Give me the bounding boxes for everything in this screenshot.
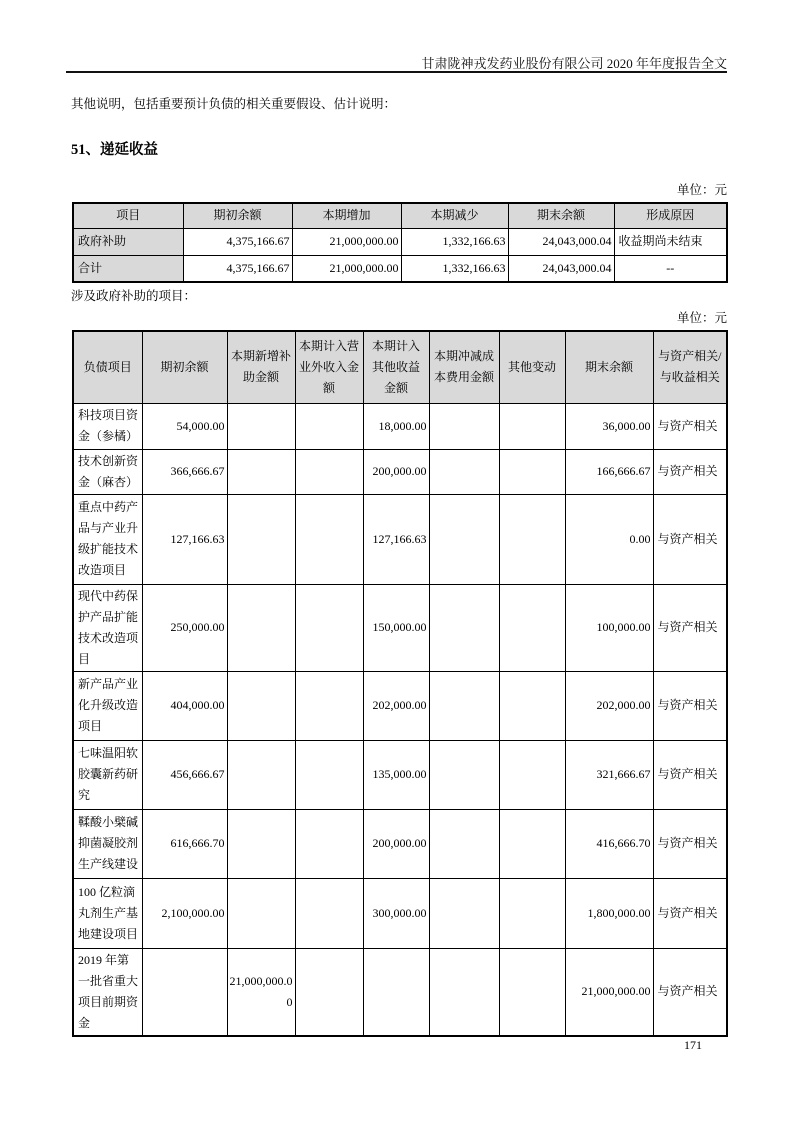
table-cell xyxy=(363,948,429,1036)
table-cell xyxy=(429,584,499,671)
table-row xyxy=(73,255,727,282)
table-cell: 416,666.70 xyxy=(565,809,653,878)
table-row xyxy=(73,584,727,671)
unit-label-2: 单位：元 xyxy=(676,311,727,325)
page-number: 171 xyxy=(684,1038,702,1052)
header-cell: 形成原因 xyxy=(614,203,727,228)
table-cell xyxy=(227,809,295,878)
table-cell xyxy=(499,740,565,809)
table-cell: 2019 年第一批省重大项目前期资金 xyxy=(73,948,142,1036)
section-title-deferred-income: 51、递延收益 xyxy=(71,142,158,158)
table-header-row xyxy=(73,331,727,403)
table-cell: -- xyxy=(614,255,727,282)
table-cell: 现代中药保护产品扩能技术改造项目 xyxy=(73,584,142,671)
table-cell xyxy=(499,671,565,740)
header-divider xyxy=(66,71,727,73)
deferred-income-table-container xyxy=(72,202,728,283)
header-cell: 本期增加 xyxy=(292,203,401,228)
table-cell: 456,666.67 xyxy=(142,740,227,809)
table-cell xyxy=(429,948,499,1036)
table-cell xyxy=(227,494,295,584)
header-cell: 本期新增补助金额 xyxy=(227,331,295,403)
table-cell: 0.00 xyxy=(565,494,653,584)
table-cell: 科技项目资金（参橘） xyxy=(73,403,142,449)
table-cell: 24,043,000.04 xyxy=(508,255,614,282)
header-cell: 负债项目 xyxy=(73,331,142,403)
table-cell: 150,000.00 xyxy=(363,584,429,671)
table-cell xyxy=(142,948,227,1036)
table-cell xyxy=(429,809,499,878)
table-cell: 100 亿粒滴丸剂生产基地建设项目 xyxy=(73,878,142,948)
table-cell: 4,375,166.67 xyxy=(183,228,292,255)
table-cell xyxy=(499,449,565,494)
table-cell xyxy=(295,584,363,671)
table-cell: 重点中药产品与产业升级扩能技术改造项目 xyxy=(73,494,142,584)
table-cell: 与资产相关 xyxy=(653,449,727,494)
table-cell xyxy=(227,449,295,494)
table-cell: 250,000.00 xyxy=(142,584,227,671)
table-cell: 与资产相关 xyxy=(653,948,727,1036)
table-cell xyxy=(499,403,565,449)
table-cell: 127,166.63 xyxy=(363,494,429,584)
table-row xyxy=(73,494,727,584)
table-cell xyxy=(429,494,499,584)
table-cell xyxy=(295,494,363,584)
table-cell: 200,000.00 xyxy=(363,809,429,878)
table-cell: 与资产相关 xyxy=(653,494,727,584)
header-cell: 期初余额 xyxy=(142,331,227,403)
table-cell xyxy=(295,809,363,878)
table-cell: 321,666.67 xyxy=(565,740,653,809)
table-cell xyxy=(227,671,295,740)
deferred-income-table xyxy=(72,202,728,283)
table-cell xyxy=(429,403,499,449)
table-cell: 21,000,000.00 xyxy=(565,948,653,1036)
subsidy-items-caption: 涉及政府补助的项目： xyxy=(71,289,197,303)
table-cell: 200,000.00 xyxy=(363,449,429,494)
table-cell xyxy=(499,809,565,878)
table-cell xyxy=(295,449,363,494)
table-cell: 300,000.00 xyxy=(363,878,429,948)
table-cell xyxy=(295,671,363,740)
table-row xyxy=(73,403,727,449)
other-notes-paragraph: 其他说明，包括重要预计负债的相关重要假设、估计说明： xyxy=(71,97,397,111)
table-cell xyxy=(295,878,363,948)
unit-label-1: 单位：元 xyxy=(676,183,727,197)
table-header-row xyxy=(73,203,727,228)
table-cell: 1,332,166.63 xyxy=(401,228,508,255)
table-cell xyxy=(295,948,363,1036)
table-cell: 1,332,166.63 xyxy=(401,255,508,282)
subsidy-table xyxy=(72,330,728,1037)
table-cell: 18,000.00 xyxy=(363,403,429,449)
header-cell: 与资产相关/与收益相关 xyxy=(653,331,727,403)
table-row xyxy=(73,449,727,494)
table-cell: 100,000.00 xyxy=(565,584,653,671)
table-cell: 202,000.00 xyxy=(565,671,653,740)
header-cell: 本期计入营业外收入金额 xyxy=(295,331,363,403)
header-cell: 本期冲减成本费用金额 xyxy=(429,331,499,403)
header-cell: 其他变动 xyxy=(499,331,565,403)
table-cell: 与资产相关 xyxy=(653,809,727,878)
table-cell: 技术创新资金（麻杏） xyxy=(73,449,142,494)
table-cell: 135,000.00 xyxy=(363,740,429,809)
table-cell: 1,800,000.00 xyxy=(565,878,653,948)
table-row xyxy=(73,671,727,740)
table-cell: 与资产相关 xyxy=(653,740,727,809)
table-cell xyxy=(499,494,565,584)
report-header-title: 甘肃陇神戎发药业股份有限公司 2020 年年度报告全文 xyxy=(421,56,727,71)
table-cell: 21,000,000.00 xyxy=(292,228,401,255)
table-cell: 2,100,000.00 xyxy=(142,878,227,948)
header-cell: 期初余额 xyxy=(183,203,292,228)
table-cell: 收益期尚未结束 xyxy=(614,228,727,255)
table-cell xyxy=(499,878,565,948)
table-row xyxy=(73,228,727,255)
table-cell: 404,000.00 xyxy=(142,671,227,740)
table-cell xyxy=(227,740,295,809)
table-cell: 与资产相关 xyxy=(653,584,727,671)
table-cell xyxy=(429,740,499,809)
table-cell: 21,000,000.00 xyxy=(292,255,401,282)
table-cell: 七味温阳软胶囊新药研究 xyxy=(73,740,142,809)
table-cell xyxy=(227,584,295,671)
table-cell: 24,043,000.04 xyxy=(508,228,614,255)
table-cell xyxy=(429,671,499,740)
table-cell: 36,000.00 xyxy=(565,403,653,449)
table-cell: 合计 xyxy=(73,255,183,282)
table-cell: 21,000,000.00 xyxy=(227,948,295,1036)
header-cell: 本期计入其他收益金额 xyxy=(363,331,429,403)
table-cell: 新产品产业化升级改造项目 xyxy=(73,671,142,740)
header-cell: 项目 xyxy=(73,203,183,228)
table-cell xyxy=(295,740,363,809)
header-cell: 期末余额 xyxy=(565,331,653,403)
table-cell: 366,666.67 xyxy=(142,449,227,494)
table-cell: 与资产相关 xyxy=(653,878,727,948)
table-cell xyxy=(429,878,499,948)
table-cell: 202,000.00 xyxy=(363,671,429,740)
table-cell: 与资产相关 xyxy=(653,671,727,740)
table-cell xyxy=(227,878,295,948)
table-cell: 54,000.00 xyxy=(142,403,227,449)
table-cell xyxy=(429,449,499,494)
subsidy-table-container xyxy=(72,330,728,1037)
table-cell: 166,666.67 xyxy=(565,449,653,494)
table-cell: 616,666.70 xyxy=(142,809,227,878)
table-row xyxy=(73,878,727,948)
table-cell: 政府补助 xyxy=(73,228,183,255)
header-cell: 本期减少 xyxy=(401,203,508,228)
table-cell xyxy=(499,584,565,671)
table-cell xyxy=(499,948,565,1036)
table-row xyxy=(73,740,727,809)
table-cell: 4,375,166.67 xyxy=(183,255,292,282)
table-cell: 127,166.63 xyxy=(142,494,227,584)
table-cell xyxy=(295,403,363,449)
table-row xyxy=(73,809,727,878)
table-cell: 鞣酸小檗碱抑菌凝胶剂生产线建设 xyxy=(73,809,142,878)
table-cell xyxy=(227,403,295,449)
header-cell: 期末余额 xyxy=(508,203,614,228)
table-cell: 与资产相关 xyxy=(653,403,727,449)
table-row xyxy=(73,948,727,1036)
